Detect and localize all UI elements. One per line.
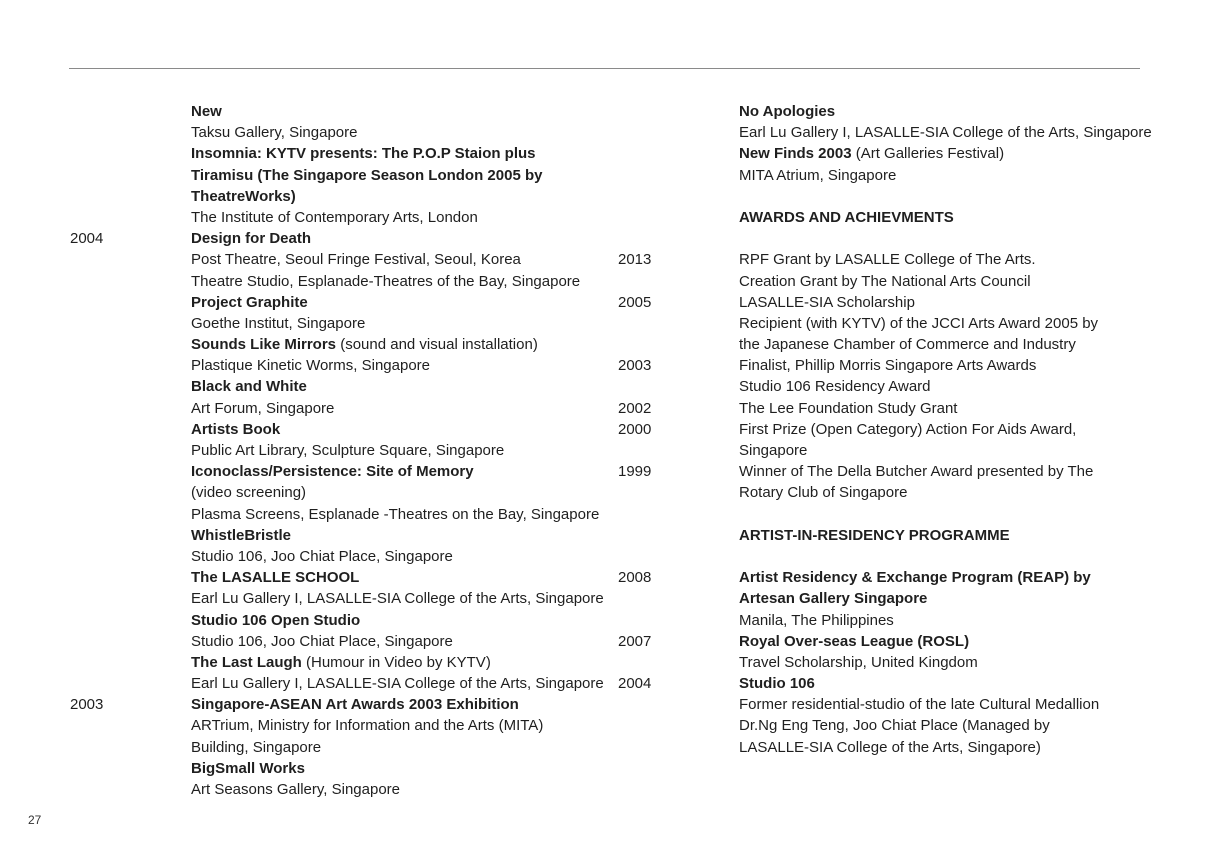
entry-text <box>191 398 334 419</box>
entry-text <box>739 313 1098 334</box>
entry-text <box>739 101 835 122</box>
entry-text <box>191 758 305 779</box>
cv-entry-row <box>618 249 1198 270</box>
entry-text <box>191 567 359 588</box>
entry-text <box>739 482 907 503</box>
cv-entry-row <box>618 419 1198 440</box>
entry-title: Singapore-ASEAN Art Awards 2003 Exhibition <box>191 696 519 714</box>
cv-entry-row <box>618 143 1198 164</box>
entry-detail: The Institute of Contemporary Arts, London <box>191 208 478 226</box>
entry-text <box>191 440 504 461</box>
cv-entry-row <box>70 758 630 779</box>
entry-year: 2000 <box>618 420 652 438</box>
cv-entry-row <box>70 292 630 313</box>
cv-entry-row <box>618 165 1198 186</box>
cv-entry-row <box>618 588 1198 609</box>
cv-entry-row <box>618 101 1198 122</box>
cv-entry-row <box>70 334 630 355</box>
cv-entry-row <box>70 525 630 546</box>
entry-text <box>191 207 478 228</box>
cv-entry-row <box>618 122 1198 143</box>
entry-text <box>191 525 291 546</box>
cv-entry-row <box>70 186 630 207</box>
entry-detail: Art Forum, Singapore <box>191 399 335 417</box>
entry-year: 2002 <box>618 399 652 417</box>
entry-text <box>191 546 453 567</box>
entry-year: 1999 <box>618 463 652 481</box>
entry-detail: (video screening) <box>191 484 307 502</box>
entry-detail: Plasma Screens, Esplanade -Theatres on the Bay, Singapore <box>191 505 600 523</box>
entry-detail: (sound and visual installation) <box>336 336 538 354</box>
entry-detail: First Prize (Open Category) Action For Aids Award, <box>739 420 1077 438</box>
entry-text <box>739 440 807 461</box>
cv-entry-row <box>70 546 630 567</box>
cv-entry-row <box>618 440 1198 461</box>
entry-text <box>739 737 1041 758</box>
entry-text <box>739 143 1004 164</box>
entry-detail: LASALLE-SIA College of the Arts, Singapore) <box>739 738 1041 756</box>
entry-detail: Taksu Gallery, Singapore <box>191 124 358 142</box>
entry-text <box>739 165 896 186</box>
entry-text <box>739 419 1076 440</box>
entry-text <box>739 525 1010 546</box>
entry-title: New <box>191 103 222 120</box>
entry-detail: Recipient (with KYTV) of the JCCI Arts Award 2005 by <box>739 314 1099 332</box>
entry-detail: Goethe Institut, Singapore <box>191 314 366 332</box>
cv-entry-row <box>70 207 630 228</box>
cv-entry-row <box>618 610 1198 631</box>
entry-text <box>191 482 306 503</box>
cv-entry-row <box>618 652 1198 673</box>
entry-detail: Studio 106, Joo Chiat Place, Singapore <box>191 632 453 650</box>
entry-detail: The Lee Foundation Study Grant <box>739 399 958 417</box>
cv-entry-row <box>618 504 1198 525</box>
entry-detail: Art Seasons Gallery, Singapore <box>191 781 400 798</box>
entry-title: Studio 106 <box>739 675 815 693</box>
cv-entry-row <box>618 355 1198 376</box>
cv-entry-row <box>70 355 630 376</box>
entry-detail: Studio 106 Residency Award <box>739 378 931 396</box>
entry-text <box>739 715 1050 736</box>
cv-entry-row <box>70 376 630 397</box>
cv-entry-row <box>618 673 1198 694</box>
entry-title: AWARDS AND ACHIEVMENTS <box>739 208 954 226</box>
cv-entry-row <box>70 673 630 694</box>
entry-title: Design for Death <box>191 230 312 248</box>
cv-entry-row <box>618 271 1198 292</box>
entry-text <box>191 334 538 355</box>
entry-text <box>739 461 1093 482</box>
entry-text <box>191 355 430 376</box>
entry-text <box>191 610 360 631</box>
entry-text <box>191 694 519 715</box>
cv-entry-row <box>618 482 1198 503</box>
entry-title: Studio 106 Open Studio <box>191 611 361 629</box>
entry-title: The Last Laugh <box>191 653 302 671</box>
entry-text <box>739 588 927 609</box>
entry-text <box>191 419 280 440</box>
entry-title: Sounds Like Mirrors <box>191 336 337 354</box>
cv-entry-row <box>618 186 1198 207</box>
right-column <box>618 101 1198 758</box>
entry-detail: Finalist, Phillip Morris Singapore Arts Awards <box>739 357 1037 375</box>
page-number: 27 <box>28 813 42 827</box>
entry-title: TheatreWorks) <box>191 187 296 205</box>
entry-detail: Post Theatre, Seoul Fringe Festival, Seoul, Korea <box>191 251 521 269</box>
cv-entry-row <box>618 461 1198 482</box>
cv-entry-row <box>70 652 630 673</box>
entry-text <box>191 376 307 397</box>
entry-detail: Plastique Kinetic Worms, Singapore <box>191 357 431 375</box>
entry-text <box>739 673 815 694</box>
entry-text <box>191 504 599 525</box>
entry-detail: Former residential-studio of the late Cultural Medallion <box>739 696 1100 714</box>
entry-detail: Theatre Studio, Esplanade-Theatres of the Bay, Singapore <box>191 272 581 290</box>
cv-entry-row <box>618 546 1198 567</box>
cv-entry-row <box>618 313 1198 334</box>
entry-year: 2007 <box>618 632 652 650</box>
entry-text <box>191 313 365 334</box>
cv-entry-row <box>618 631 1198 652</box>
cv-entry-row <box>70 228 630 249</box>
entry-title: BigSmall Works <box>191 759 305 777</box>
entry-detail: (Humour in Video by KYTV) <box>301 653 491 671</box>
entry-detail: RPF Grant by LASALLE College of The Arts. <box>739 251 1036 269</box>
cv-entry-row <box>618 398 1198 419</box>
cv-entry-row <box>618 292 1198 313</box>
entry-title: Royal Over-seas League (ROSL) <box>739 632 970 650</box>
cv-entry-row <box>70 271 630 292</box>
cv-entry-row <box>70 631 630 652</box>
entry-year: 2003 <box>618 357 652 375</box>
entry-detail: LASALLE-SIA Scholarship <box>739 293 915 311</box>
cv-entry-row <box>618 567 1198 588</box>
entry-title: Black and White <box>191 378 307 396</box>
cv-entry-row <box>70 165 630 186</box>
cv-entry-row <box>618 228 1198 249</box>
entry-text <box>739 694 1099 715</box>
entry-detail: Singapore <box>739 442 808 459</box>
entry-title: Tiramisu (The Singapore Season London 2005 by <box>191 166 543 184</box>
entry-detail: Rotary Club of Singapore <box>739 484 908 502</box>
cv-entry-row <box>618 207 1198 228</box>
cv-entry-row <box>70 398 630 419</box>
entry-text <box>739 292 915 313</box>
entry-text <box>191 737 321 758</box>
entry-detail: Dr.Ng Eng Teng, Joo Chiat Place (Managed by <box>739 717 1050 735</box>
cv-entry-row <box>70 419 630 440</box>
cv-entry-row <box>70 440 630 461</box>
cv-entry-row <box>70 122 630 143</box>
entry-detail: the Japanese Chamber of Commerce and Industry <box>739 336 1076 354</box>
cv-entry-row <box>70 101 630 122</box>
entry-text <box>739 567 1091 588</box>
entry-title: ARTIST-IN-RESIDENCY PROGRAMME <box>739 526 1010 544</box>
entry-text <box>739 249 1036 270</box>
cv-entry-row <box>70 779 630 800</box>
entry-text <box>739 122 1152 143</box>
entry-text <box>191 186 296 207</box>
entry-text <box>191 271 580 292</box>
cv-entry-row <box>618 737 1198 758</box>
cv-entry-row <box>70 249 630 270</box>
cv-entry-row <box>618 334 1198 355</box>
entry-text <box>739 334 1076 355</box>
entry-detail: ARTrium, Ministry for Information and the Arts (MITA) <box>191 717 544 735</box>
entry-title: The LASALLE SCHOOL <box>191 569 360 587</box>
entry-year: 2008 <box>618 569 652 587</box>
cv-entry-row <box>618 525 1198 546</box>
entry-title: Artesan Gallery Singapore <box>739 590 928 608</box>
entry-title: Insomnia: KYTV presents: The P.O.P Staion plus <box>191 145 536 163</box>
cv-entry-row <box>70 461 630 482</box>
entry-title: Artist Residency & Exchange Program (REAP) by <box>739 569 1091 587</box>
entry-text <box>739 376 931 397</box>
cv-entry-row <box>618 376 1198 397</box>
entry-text <box>191 631 453 652</box>
entry-text <box>191 249 521 270</box>
cv-entry-row <box>70 313 630 334</box>
entry-year: 2013 <box>618 251 652 269</box>
entry-detail: (Art Galleries Festival) <box>851 145 1005 163</box>
cv-entry-row <box>70 143 630 164</box>
entry-text <box>191 461 474 482</box>
entry-text <box>191 652 491 673</box>
entry-text <box>739 271 1031 292</box>
entry-year: 2004 <box>618 675 652 693</box>
entry-detail: Earl Lu Gallery I, LASALLE-SIA College of the Arts, Singapore <box>739 124 1152 142</box>
entry-detail: Manila, The Philippines <box>739 611 894 629</box>
cv-entry-row <box>618 694 1198 715</box>
cv-entry-row <box>70 504 630 525</box>
entry-detail: Studio 106, Joo Chiat Place, Singapore <box>191 547 453 565</box>
entry-title: WhistleBristle <box>191 526 292 544</box>
cv-entry-row <box>70 567 630 588</box>
entry-text <box>739 631 969 652</box>
entry-title: No Apologies <box>739 103 836 120</box>
entry-detail: Public Art Library, Sculpture Square, Singapore <box>191 442 505 459</box>
cv-entry-row <box>70 694 630 715</box>
cv-entry-row <box>618 715 1198 736</box>
cv-entry-row <box>70 610 630 631</box>
entry-title: New Finds 2003 <box>739 145 852 163</box>
entry-title: Project Graphite <box>191 293 308 311</box>
entry-detail: Earl Lu Gallery I, LASALLE-SIA College of the Arts, Singapore <box>191 590 604 608</box>
entry-text <box>739 207 954 228</box>
entry-text <box>191 165 542 186</box>
entry-detail: Travel Scholarship, United Kingdom <box>739 653 978 671</box>
entry-title: Artists Book <box>191 420 281 438</box>
entry-year: 2005 <box>618 293 652 311</box>
entry-text <box>191 292 308 313</box>
entry-text <box>191 228 311 249</box>
entry-year: 2004 <box>70 230 104 248</box>
entry-title: Iconoclass/Persistence: Site of Memory <box>191 463 474 481</box>
left-column <box>70 101 630 800</box>
entry-detail: Winner of The Della Butcher Award presented by The <box>739 463 1094 481</box>
entry-text <box>191 715 543 736</box>
entry-text <box>191 101 222 122</box>
entry-detail: MITA Atrium, Singapore <box>739 166 897 184</box>
entry-text <box>191 588 604 609</box>
entry-text <box>191 779 400 800</box>
cv-entry-row <box>70 588 630 609</box>
entry-text <box>191 673 604 694</box>
entry-text <box>739 652 978 673</box>
entry-detail: Earl Lu Gallery I, LASALLE-SIA College of the Arts, Singapore <box>191 675 604 693</box>
entry-text <box>191 122 357 143</box>
entry-detail: Building, Singapore <box>191 738 322 756</box>
entry-detail: Creation Grant by The National Arts Council <box>739 272 1031 290</box>
top-rule <box>69 68 1140 69</box>
cv-entry-row <box>70 737 630 758</box>
entry-year: 2003 <box>70 696 104 714</box>
entry-text <box>191 143 536 164</box>
entry-text <box>739 610 894 631</box>
entry-text <box>739 398 957 419</box>
cv-entry-row <box>70 715 630 736</box>
entry-text <box>739 355 1036 376</box>
cv-entry-row <box>70 482 630 503</box>
